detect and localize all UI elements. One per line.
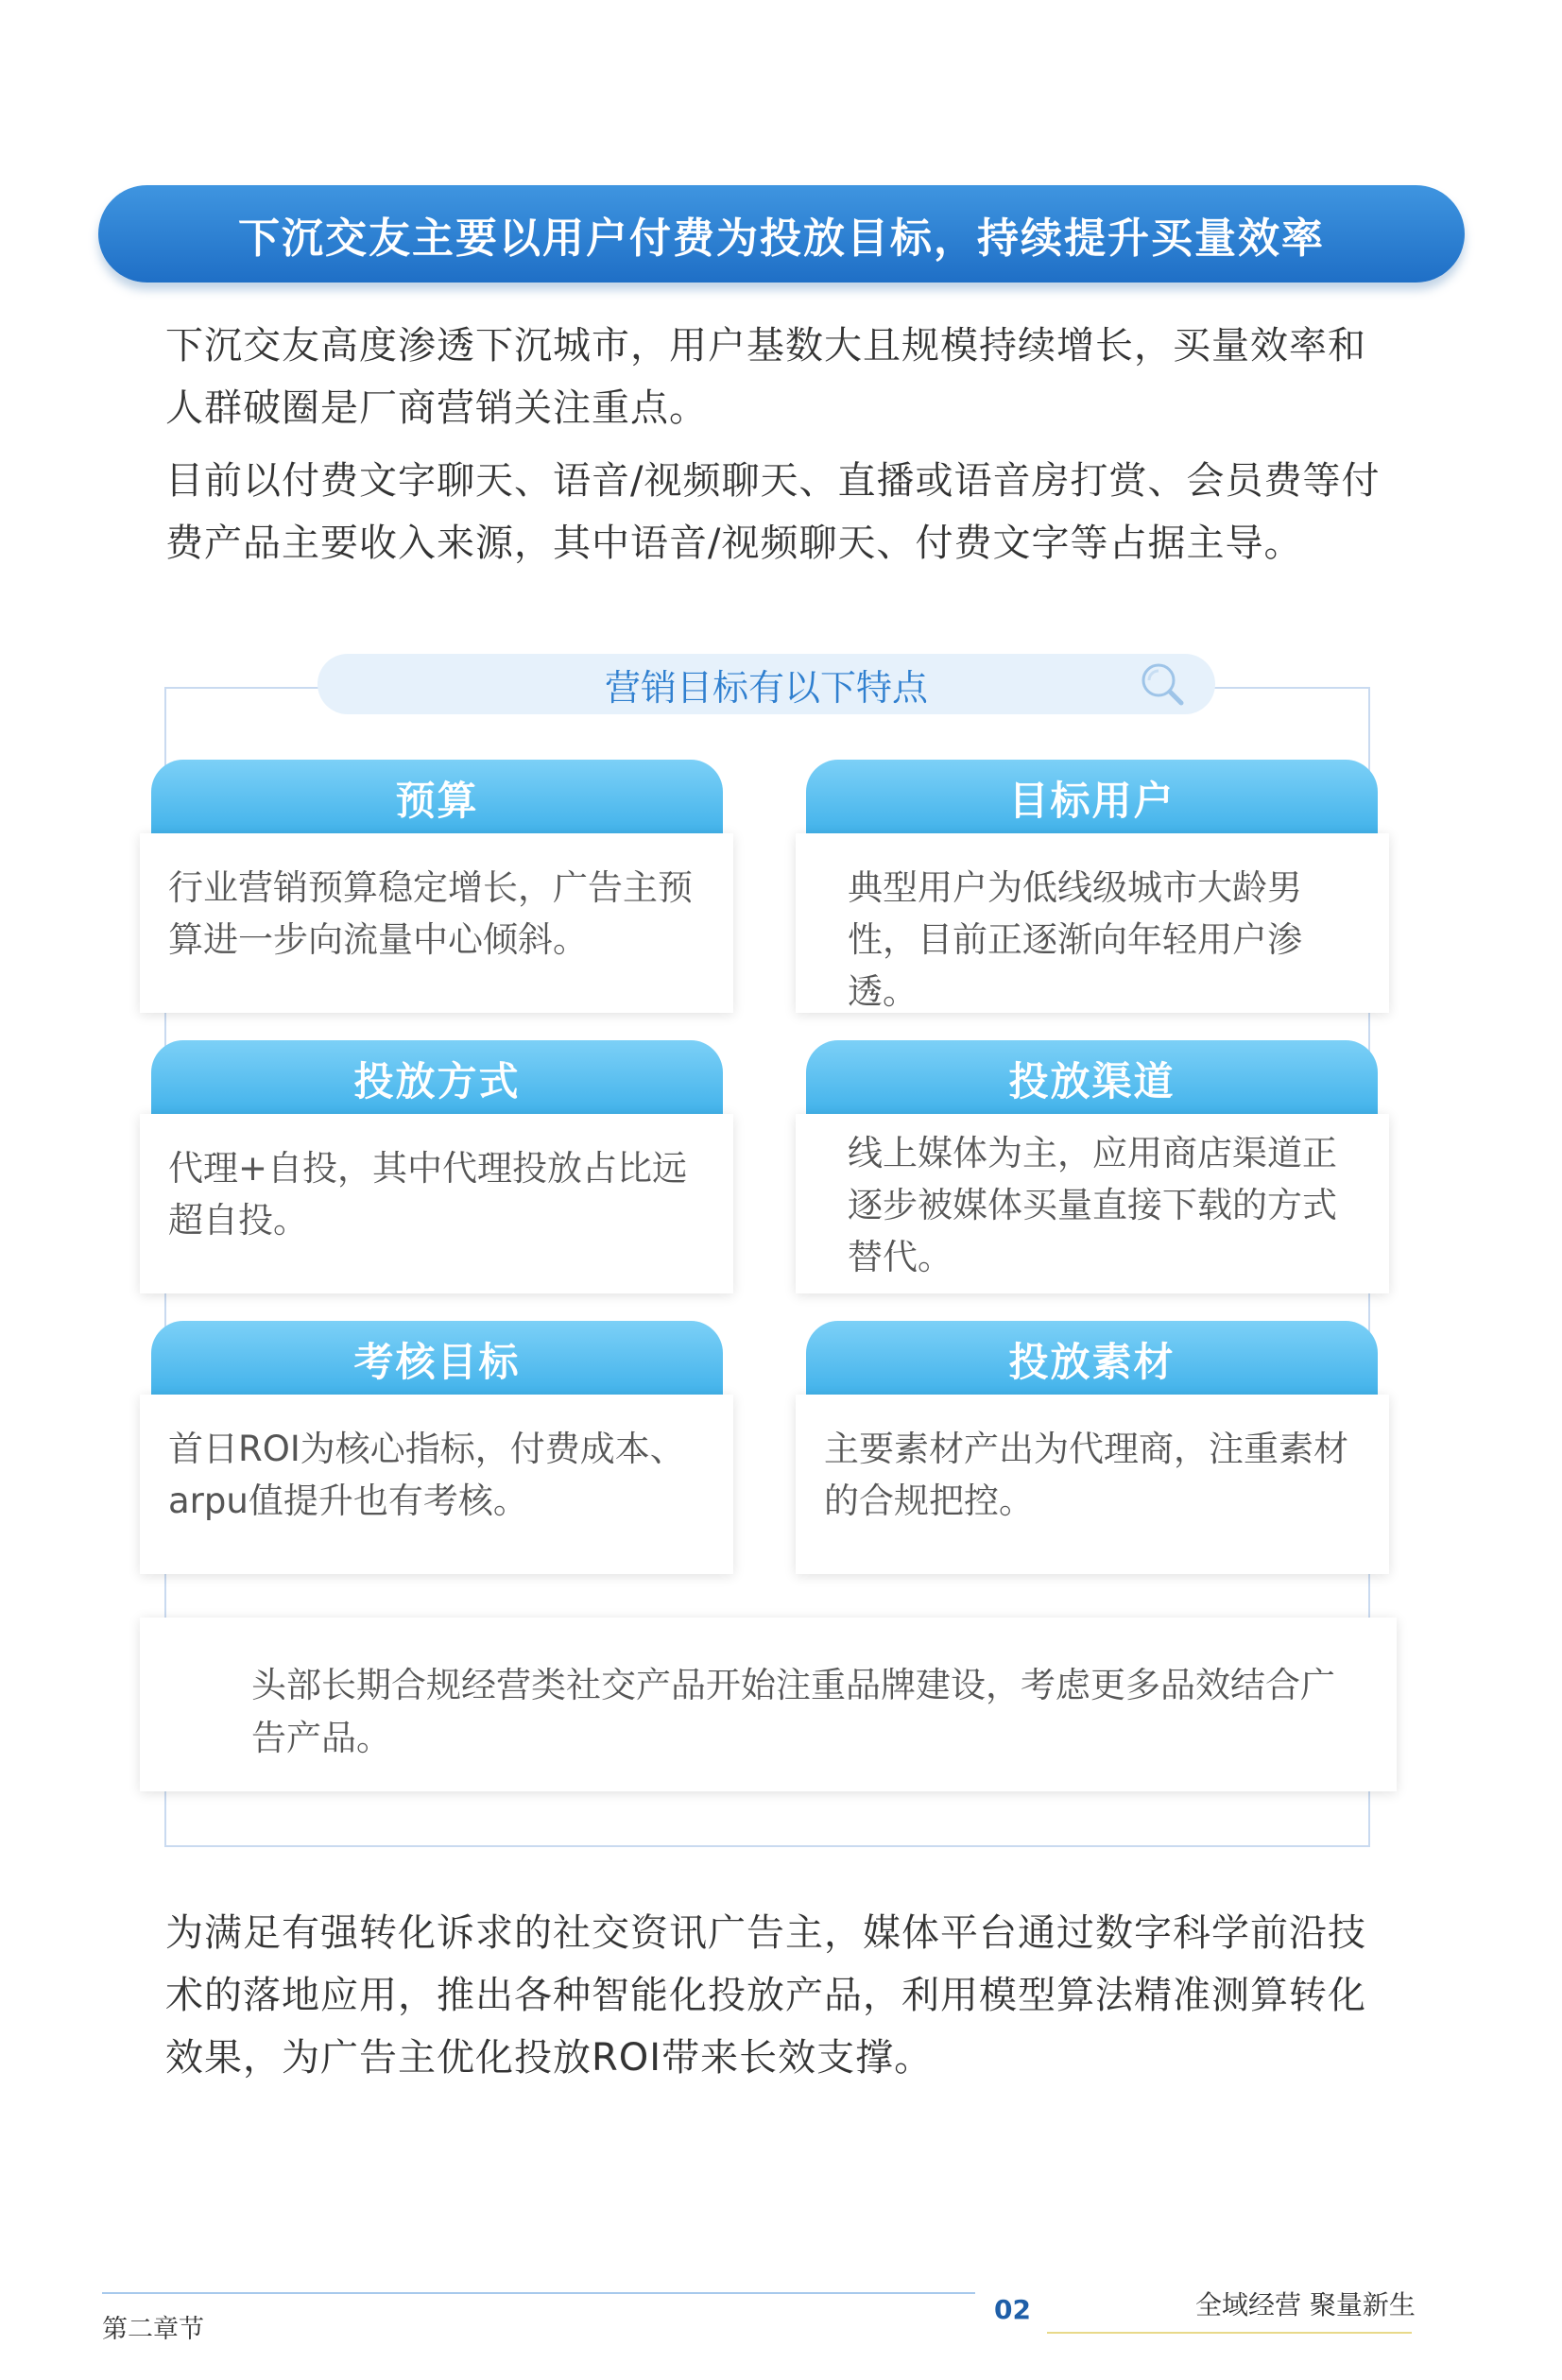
card-text: 代理+自投，其中代理投放占比远超自投。 [168, 1148, 688, 1241]
card-tab-creative-material [806, 1321, 1378, 1398]
footer-divider-left [102, 2292, 975, 2294]
card-tab-delivery-channel [806, 1040, 1378, 1118]
conclusion-paragraph: 为满足有强转化诉求的社交资讯广告主，媒体平台通过数字科学前沿技术的落地应用，推出各种智能化投放产品，利用模型算法精准测算转化效果，为广告主优化投放ROI带来长效支撑。 [165, 1911, 1366, 2080]
card-title: 目标用户 [1008, 778, 1176, 824]
features-heading-pill [318, 654, 1215, 714]
card-tab-assessment-goal [151, 1321, 723, 1398]
footer-page-number: 02 [994, 2294, 1031, 2325]
card-title: 投放方式 [353, 1058, 521, 1104]
search-icon [1140, 661, 1187, 709]
card-text: 线上媒体为主，应用商店渠道正逐步被媒体买量直接下载的方式替代。 [848, 1133, 1337, 1277]
card-body-delivery-channel [796, 1114, 1389, 1293]
card-title: 考核目标 [353, 1339, 521, 1385]
features-heading: 营销目标有以下特点 [604, 666, 928, 709]
summary-card [140, 1618, 1397, 1791]
card-text: 行业营销预算稳定增长，广告主预算进一步向流量中心倾斜。 [168, 867, 693, 960]
summary-text: 头部长期合规经营类社交产品开始注重品牌建设，考虑更多品效结合广告产品。 [251, 1665, 1335, 1758]
card-title: 投放素材 [1008, 1339, 1176, 1385]
intro-paragraph-2: 目前以付费文字聊天、语音/视频聊天、直播或语音房打赏、会员费等付费产品主要收入来源，其中语音/视频聊天、付费文字等占据主导。 [165, 459, 1381, 565]
page-title: 下沉交友主要以用户付费为投放目标，持续提升买量效率 [238, 214, 1325, 263]
footer-divider-right [1047, 2332, 1412, 2334]
card-body-creative-material [796, 1395, 1389, 1574]
card-body-delivery-method [140, 1114, 733, 1293]
footer-chapter: 第二章节 [102, 2315, 204, 2344]
card-tab-delivery-method [151, 1040, 723, 1118]
card-tab-target-users [806, 760, 1378, 837]
card-body-target-users [796, 833, 1389, 1013]
card-body-budget [140, 833, 733, 1013]
intro-paragraph-1: 下沉交友高度渗透下沉城市，用户基数大且规模持续增长，买量效率和人群破圈是厂商营销关注重点。 [165, 324, 1366, 430]
card-text: 典型用户为低线级城市大龄男性，目前正逐渐向年轻用户渗透。 [848, 867, 1302, 1012]
card-text: 主要素材产出为代理商，注重素材的合规把控。 [824, 1429, 1348, 1521]
card-title: 预算 [395, 778, 479, 824]
card-body-assessment-goal [140, 1395, 733, 1574]
card-title: 投放渠道 [1008, 1058, 1176, 1104]
card-tab-budget [151, 760, 723, 837]
card-text: 首日ROI为核心指标，付费成本、arpu值提升也有考核。 [168, 1429, 685, 1521]
page-title-banner [98, 185, 1465, 283]
footer-slogan: 全域经营 聚量新生 [1195, 2289, 1416, 2320]
